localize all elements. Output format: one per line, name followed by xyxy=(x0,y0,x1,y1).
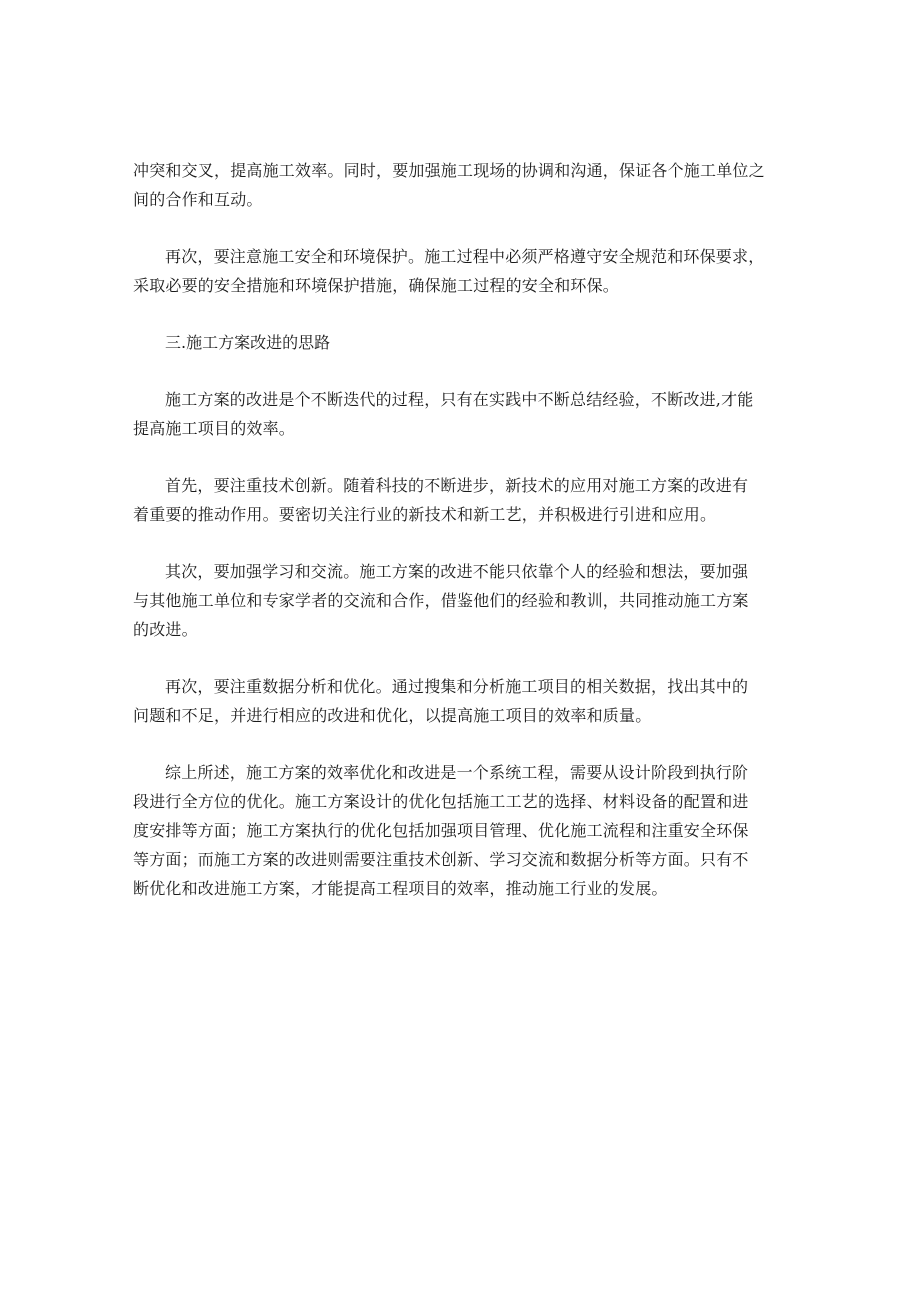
text-line: 间的合作和互动。 xyxy=(133,190,263,209)
document-body xyxy=(133,156,813,931)
text-line: 再次，要注重数据分析和优化。通过搜集和分析施工项目的相关数据，找出其中的 xyxy=(165,677,749,696)
paragraph-improvement-intro xyxy=(133,385,813,443)
text-line: 问题和不足，并进行相应的改进和优化，以提高施工项目的效率和质量。 xyxy=(133,706,652,725)
text-line: 的改进。 xyxy=(133,620,198,639)
text-line: 采取必要的安全措施和环境保护措施，确保施工过程的安全和环保。 xyxy=(133,276,620,295)
text-line: 首先，要注重技术创新。随着科技的不断进步，新技术的应用对施工方案的改进有 xyxy=(165,476,749,495)
text-line: 等方面；而施工方案的改进则需要注重技术创新、学习交流和数据分析等方面。只有不 xyxy=(133,850,749,869)
paragraph-safety xyxy=(133,242,813,300)
section-heading: 三.施工方案改进的思路 xyxy=(165,333,331,352)
text-line: 其次，要加强学习和交流。施工方案的改进不能只依靠个人的经验和想法，要加强 xyxy=(165,562,749,581)
text-line: 度安排等方面；施工方案执行的优化包括加强项目管理、优化施工流程和注重安全环保 xyxy=(133,821,749,840)
text-line: 冲突和交叉，提高施工效率。同时，要加强施工现场的协调和沟通，保证各个施工单位之 xyxy=(133,161,765,180)
paragraph-tech-innovation xyxy=(133,471,813,529)
text-line: 再次，要注意施工安全和环境保护。施工过程中必须严格遵守安全规范和环保要求， xyxy=(165,247,765,266)
paragraph-coordination xyxy=(133,156,813,214)
text-line: 断优化和改进施工方案，才能提高工程项目的效率，推动施工行业的发展。 xyxy=(133,879,668,898)
text-line: 与其他施工单位和专家学者的交流和合作，借鉴他们的经验和教训，共同推动施工方案 xyxy=(133,591,749,610)
text-line: 着重要的推动作用。要密切关注行业的新技术和新工艺，并积极进行引进和应用。 xyxy=(133,505,717,524)
text-line: 综上所述，施工方案的效率优化和改进是一个系统工程，需要从设计阶段到执行阶 xyxy=(165,763,749,782)
text-line: 提高施工项目的效率。 xyxy=(133,419,296,438)
text-line: 施工方案的改进是个不断迭代的过程，只有在实践中不断总结经验，不断改进,才能 xyxy=(165,390,754,409)
paragraph-data-analysis xyxy=(133,672,813,730)
text-line: 段进行全方位的优化。施工方案设计的优化包括施工工艺的选择、材料设备的配置和进 xyxy=(133,792,749,811)
paragraph-conclusion xyxy=(133,758,813,903)
paragraph-learning-exchange xyxy=(133,557,813,644)
